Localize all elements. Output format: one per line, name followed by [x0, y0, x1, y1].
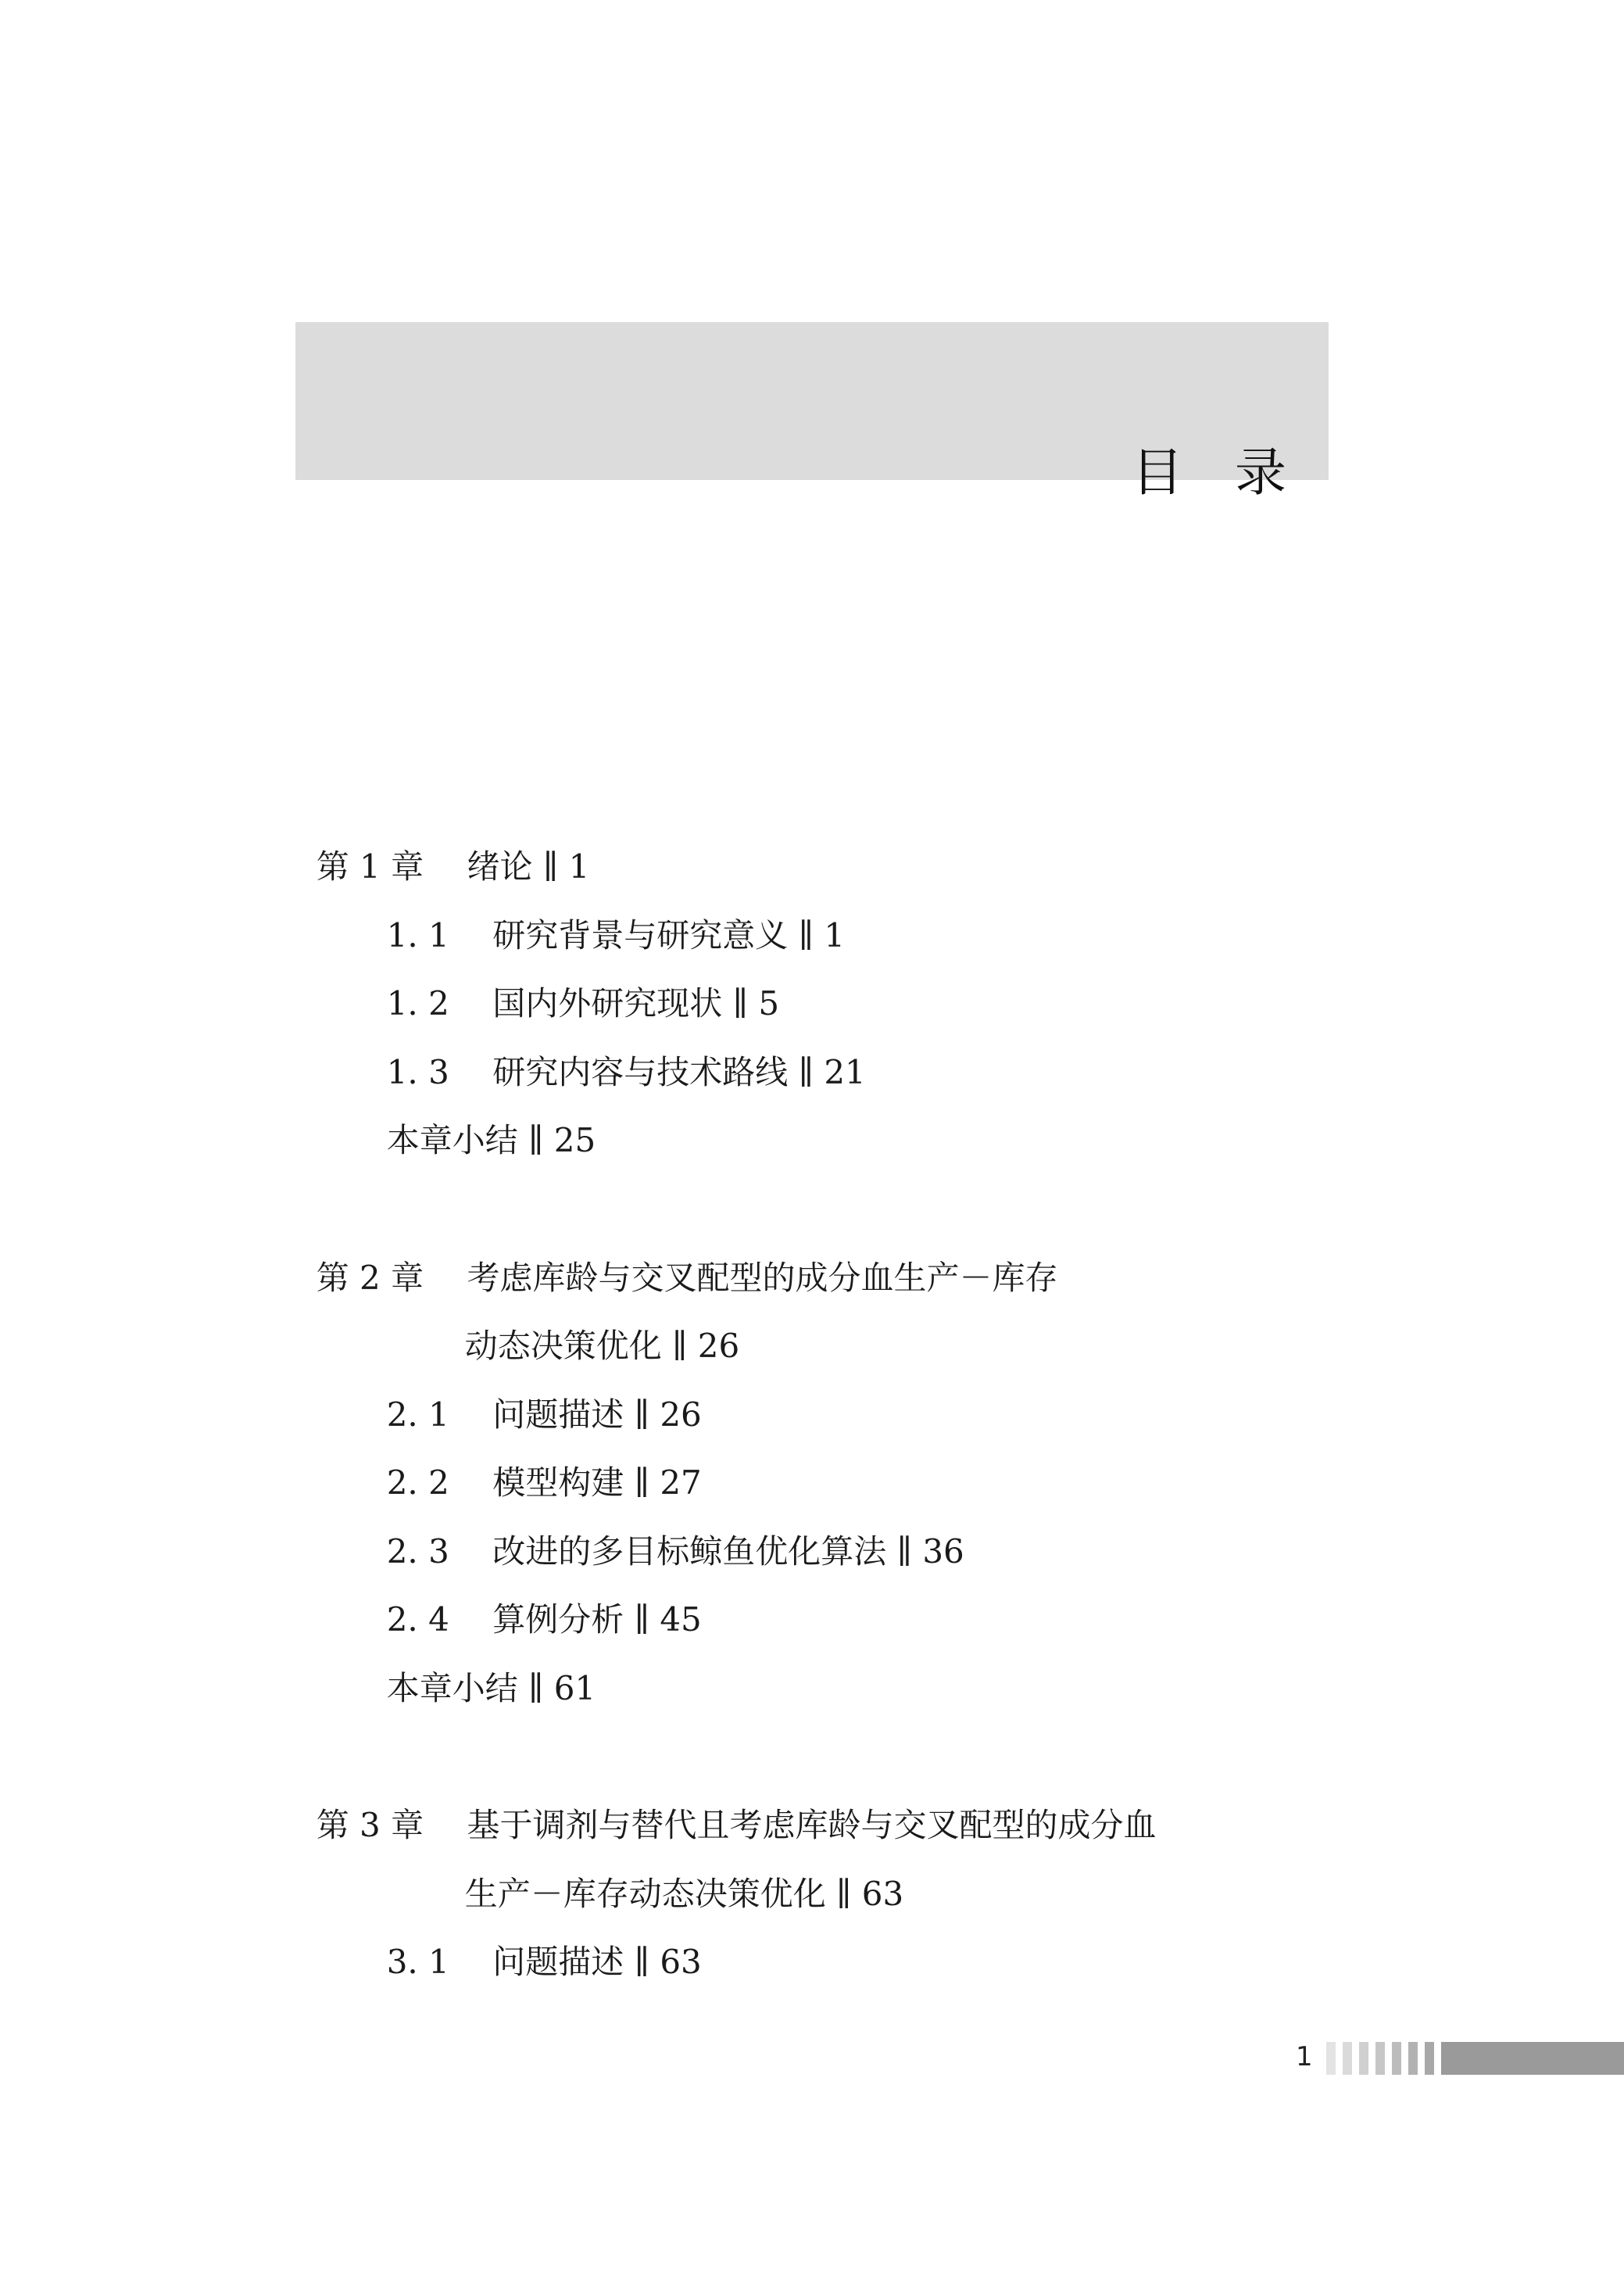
section-number: 2. 4: [386, 1600, 449, 1639]
chapter-2-heading[interactable]: [295, 1229, 1058, 1295]
chapter-label: 第 3 章: [316, 1806, 424, 1844]
page-title: 目 录: [1132, 442, 1286, 503]
chapter-2-heading-cont[interactable]: [444, 1297, 739, 1363]
toc-entry[interactable]: [366, 1023, 866, 1089]
toc-entry[interactable]: [366, 1503, 964, 1571]
chapter-3-heading[interactable]: [295, 1776, 1157, 1842]
section-number: 1. 1: [386, 916, 449, 955]
footer-bar: [1425, 2042, 1434, 2075]
chapter-title: 考虑库龄与交叉配型的成分血生产－库存: [467, 1259, 1058, 1297]
section-title: 研究内容与技术路线 ∥ 21: [492, 1053, 866, 1091]
toc-entry-summary[interactable]: [366, 1091, 596, 1157]
chapter-3-heading-cont[interactable]: [444, 1845, 903, 1911]
chapter-title: 基于调剂与替代且考虑库龄与交叉配型的成分血: [467, 1806, 1157, 1844]
footer-bar: [1408, 2042, 1418, 2075]
toc-entry[interactable]: [366, 887, 846, 955]
footer-bar: [1441, 2042, 1624, 2075]
footer-bar: [1343, 2042, 1352, 2075]
section-number: 2. 2: [386, 1463, 449, 1502]
section-title: 改进的多目标鲸鱼优化算法 ∥ 36: [492, 1532, 964, 1571]
section-number: 1. 2: [386, 984, 449, 1023]
chapter-title: 动态决策优化 ∥ 26: [464, 1327, 740, 1365]
chapter-label: 第 2 章: [316, 1259, 424, 1297]
section-number: 2. 3: [386, 1532, 449, 1571]
section-title: 国内外研究现状 ∥ 5: [492, 984, 780, 1023]
footer-bar: [1392, 2042, 1401, 2075]
section-number: 3. 1: [386, 1943, 449, 1981]
section-title: 本章小结 ∥ 61: [386, 1669, 596, 1707]
chapter-title: 绪论 ∥ 1: [467, 847, 590, 886]
section-title: 本章小结 ∥ 25: [386, 1121, 596, 1159]
footer-bar: [1375, 2042, 1385, 2075]
footer-bar: [1359, 2042, 1368, 2075]
toc-entry[interactable]: [366, 1366, 702, 1434]
chapter-1-heading[interactable]: [295, 818, 590, 886]
section-number: 2. 1: [386, 1395, 449, 1434]
section-title: 研究背景与研究意义 ∥ 1: [492, 916, 846, 955]
page-number: 1: [1296, 2041, 1313, 2072]
section-number: 1. 3: [386, 1053, 449, 1091]
section-title: 问题描述 ∥ 26: [492, 1395, 702, 1434]
toc-entry[interactable]: [366, 955, 780, 1023]
chapter-label: 第 1 章: [316, 847, 424, 886]
toc-entry[interactable]: [366, 1913, 702, 1979]
chapter-title: 生产－库存动态决策优化 ∥ 63: [464, 1875, 904, 1913]
toc-entry[interactable]: [366, 1434, 702, 1502]
section-title: 模型构建 ∥ 27: [492, 1463, 702, 1502]
section-title: 问题描述 ∥ 63: [492, 1943, 702, 1981]
toc-entry-summary[interactable]: [366, 1639, 596, 1705]
footer-bar: [1326, 2042, 1336, 2075]
section-title: 算例分析 ∥ 45: [492, 1600, 702, 1639]
toc-entry[interactable]: [366, 1571, 702, 1639]
